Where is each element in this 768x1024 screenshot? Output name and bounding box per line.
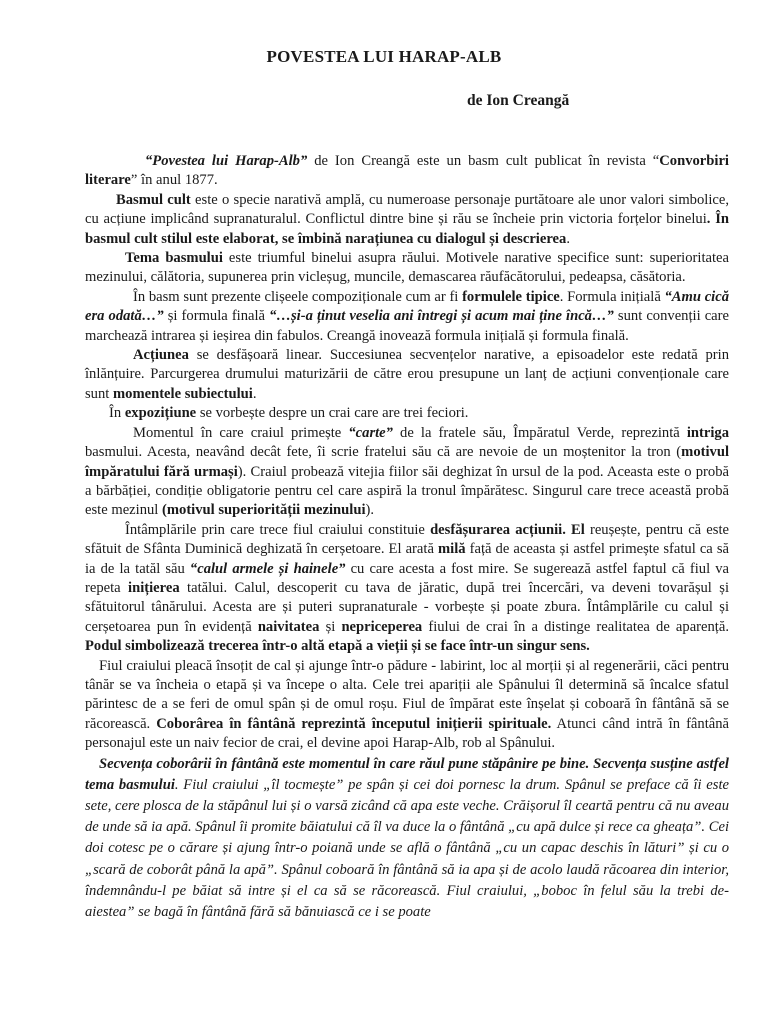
text-run: inițierea — [128, 579, 180, 596]
text-run: momentele subiectului — [112, 385, 253, 402]
document-body — [85, 152, 729, 923]
text-run: . Fiul craiului „îl tocmește” pe spân și cei doi pornesc la drum. Spânul se preface că îi este sete, cere plosca de la stăpânul lui și o varsă zicând că apa este veche. Crăișorul îl ceartă pentru că nu aveau de unde să ia apă. Spânul îi promite băiatului că îl va duce la o fântână „cu apă dulce și rece ca gheața”. Cei doi cotesc pe o cărare și ajung într-o poiană unde se află o fântână „cu un capac deschis în lături” și cu o „scară de coborât până la apă”. Spânul coboară în fântână să ia apa și de acolo laudă răcoarea din interior, îndemnându-l pe băiat să intre și el ca să se răcorească. Fiul craiului, „boboc în felul său la trebi de-aiestea” se bagă în fântână fără să bănuiască ce i se poate — [85, 776, 729, 921]
text-run: “Amu cică era odată…” — [85, 288, 729, 325]
paragraph — [85, 754, 729, 924]
text-run: Fiul craiului pleacă însoțit de cal și ajunge într-o pădure - labirint, loc al morții și al regenerării, căci pentru tânăr se va încheia o etapă și va începe o alta. Cele trei apariții ale Spânului îl determină să încalce sfatul părintesc de a se feri de omul spân și de omul roșu. Fiul de împărat este înșelat și coboară în fântână să se răcorească. — [85, 657, 729, 732]
text-run: Coborârea în fântână reprezintă începutul inițierii spirituale. — [156, 715, 552, 732]
text-run: reușește, pentru că este sfătuit de Sfânta Duminică deghizată în cerșetoare. El arată — [85, 521, 729, 558]
text-run: motivul împăratului fără urmași — [85, 444, 729, 480]
paragraph — [85, 249, 729, 288]
text-run: milă — [437, 541, 466, 558]
text-run: față de aceasta și astfel primește sfatul ca să ia de la tatăl său — [85, 541, 729, 577]
text-run: Basmul cult — [116, 191, 191, 208]
text-run: este triumful binelui asupra răului. Motivele narative specifice sunt: superioritatea mezinului, călătoria, supunerea prin vicleșug, muncile, demascarea răufăcătorului, pedeapsa, căsătoria. — [85, 250, 729, 286]
paragraph — [85, 191, 729, 249]
text-run: ” în anul 1877. — [130, 172, 218, 189]
text-run: Acțiunea — [133, 347, 189, 364]
text-run: de Ion Creangă este un basm cult publicat în revista “ — [307, 153, 660, 169]
text-run: formulele tipice — [462, 288, 560, 305]
text-run: se desfășoară linear. Succesiunea secvențelor narative, a episoadelor este redată prin înlănțuire. Parcurgerea drumului maturizării de către erou presupune un lanț de acțiuni convenționale care sunt — [85, 347, 729, 402]
text-run: intriga — [686, 424, 729, 441]
paragraph — [85, 657, 729, 754]
text-run: de la fratele său, Împăratul Verde, reprezintă — [392, 424, 687, 441]
text-run: Întâmplările prin care trece fiul craiului constituie — [125, 521, 431, 538]
paragraph — [85, 404, 729, 423]
paragraph — [85, 152, 729, 191]
text-run: În basm sunt prezente clișeele compoziționale cum ar fi — [133, 288, 463, 305]
text-run: “…și-a ținut veselia ani întregi și acum mai ține încă…” — [269, 308, 614, 325]
text-run: Tema basmului — [125, 250, 223, 267]
paragraph — [85, 424, 729, 521]
document-title: POVESTEA LUI HARAP-ALB — [266, 47, 502, 66]
text-run: ). Craiul probează vitejia fiilor săi deghizat în ursul de la pod. Aceasta este o probă a bărbăției, condiție obligatorie pentru cel care aspiră la tronul împărătesc. Singurul care trece această probă este mezinul — [85, 463, 729, 519]
text-run: (motivul superiorității mezinului — [162, 502, 366, 519]
text-run: și — [319, 618, 342, 635]
text-run: desfășurarea acțiunii. — [430, 521, 566, 538]
text-run: “calul armele și hainele” — [189, 560, 346, 577]
paragraph — [85, 521, 729, 657]
text-run: basmului. Acesta, neavând decât fete, îi scrie fratelui său că are nevoie de un moștenitor la tron ( — [85, 444, 682, 461]
paragraph — [85, 288, 729, 346]
text-run: În — [109, 405, 125, 422]
text-run: . Formula inițială — [559, 288, 665, 305]
text-run: expozițiune — [124, 405, 197, 422]
text-run: “Povestea lui Harap-Alb” — [145, 153, 308, 169]
text-run: ). — [365, 502, 375, 519]
document-author: de Ion Creangă — [467, 92, 570, 109]
text-run: sunt convenții care marchează intrarea și ieșirea din fabulos. Creangă inovează formula inițială și formula finală. — [85, 308, 729, 344]
text-run: El — [571, 521, 585, 538]
text-run: Secvența coborârii în fântână este momentul în care răul pune stăpânire pe bine. Secvența susține astfel tema basmului — [85, 755, 729, 793]
text-run: Convorbiri literare — [85, 153, 729, 189]
text-run: “carte” — [348, 424, 393, 441]
text-run: Atunci când intră în fântână personajul este un naiv fecior de crai, el devine apoi Harap-Alb, rob al Spânului. — [85, 715, 730, 752]
paragraph — [85, 346, 729, 404]
text-run: naivitatea — [257, 618, 320, 635]
text-run: este o specie narativă amplă, cu numeroase personaje purtătoare ale unor valori simbolice, cu acțiune implicând supranaturalul. Conflictul dintre bine și rău se încheie prin victoria forțelor binelui — [85, 191, 729, 228]
text-run: Momentul în care craiul primește — [133, 424, 349, 441]
text-run: . — [566, 230, 570, 247]
text-run: Podul simbolizează trecerea într-o altă etapă a vieții și se face într-un singur sens. — [85, 638, 590, 655]
text-run: . În basmul cult stilul este elaborat, se îmbină narațiunea cu dialogul și descrierea — [85, 211, 729, 247]
text-run: tatălui. Calul, descoperit cu tava de jăratic, după trei încercări, va deveni tovarășul și sfătuitorul tânărului. Acesta are și puteri supranaturale - vorbește și poate zbura. Întâmplările cu calul și cerșetoarea pun în evidență — [85, 579, 729, 635]
text-run: cu care acesta a fost mire. Se sugerează astfel faptul că fiul va repeta — [85, 560, 729, 596]
text-run: . — [252, 385, 257, 402]
text-run: și formula finală — [163, 308, 270, 325]
text-run: nepriceperea — [341, 618, 423, 635]
text-run: fiului de crai în a distinge realitatea de aparență. — [422, 618, 729, 635]
text-run: se vorbește despre un crai care are trei feciori. — [196, 405, 469, 422]
